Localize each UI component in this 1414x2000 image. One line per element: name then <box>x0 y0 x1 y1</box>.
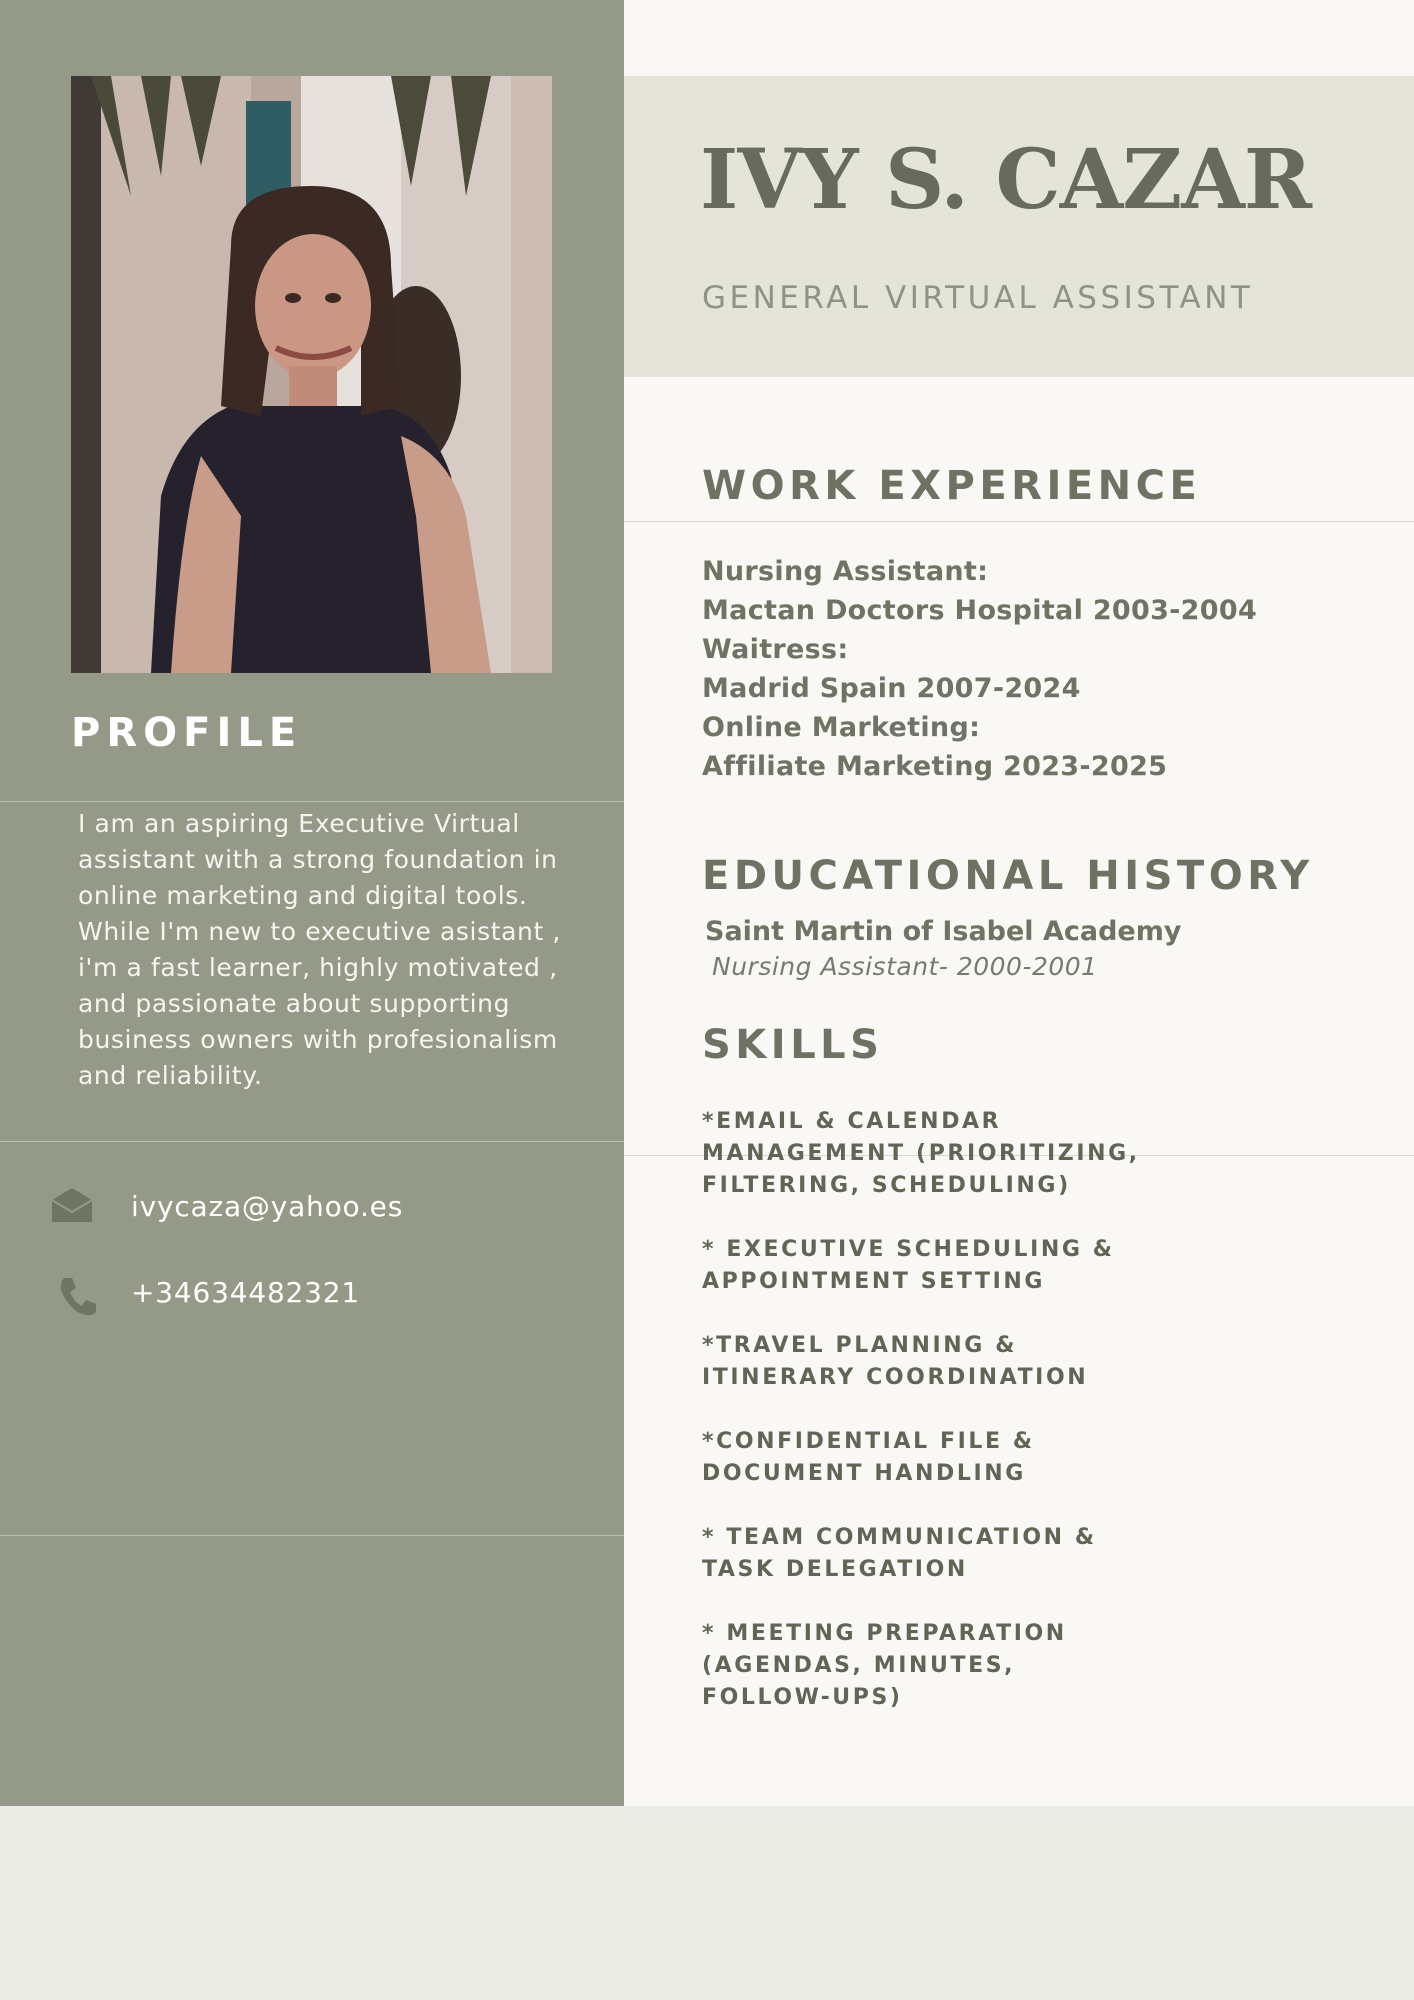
skills-list <box>702 1106 1140 1746</box>
profile-line: business owners with profesionalism <box>78 1025 558 1054</box>
work-line: Nursing Assistant: <box>702 556 989 587</box>
profile-heading: PROFILE <box>71 710 303 756</box>
phone-icon <box>56 1274 100 1318</box>
skill-line: *EMAIL & CALENDAR <box>702 1109 1002 1134</box>
profile-line: i'm a fast learner, highly motivated , <box>78 953 558 982</box>
divider <box>624 521 1414 522</box>
profile-line: and passionate about supporting <box>78 989 511 1018</box>
education-school: Saint Martin of Isabel Academy <box>705 916 1182 947</box>
candidate-name: IVY S. CAZAR <box>700 132 1311 228</box>
work-line: Waitress: <box>702 634 849 665</box>
email-link[interactable]: ivycaza@yahoo.es <box>131 1190 404 1223</box>
skill-line: * MEETING PREPARATION <box>702 1621 1067 1646</box>
education-detail: Nursing Assistant- 2000-2001 <box>712 952 1098 981</box>
work-line: Madrid Spain 2007-2024 <box>702 673 1081 704</box>
skill-line: *CONFIDENTIAL FILE & <box>702 1429 1035 1454</box>
skill-line: APPOINTMENT SETTING <box>702 1269 1046 1294</box>
skill-item <box>702 1618 1140 1714</box>
profile-line: assistant with a strong foundation in <box>78 845 558 874</box>
skill-line: (AGENDAS, MINUTES, <box>702 1653 1016 1678</box>
divider <box>0 1535 624 1536</box>
divider <box>0 1141 624 1142</box>
job-title: GENERAL VIRTUAL ASSISTANT <box>702 280 1254 316</box>
profile-line: While I'm new to executive asistant , <box>78 917 561 946</box>
skill-line: FILTERING, SCHEDULING) <box>702 1173 1071 1198</box>
skill-item <box>702 1426 1140 1490</box>
profile-text <box>78 806 598 1094</box>
work-line: Mactan Doctors Hospital 2003-2004 <box>702 595 1258 626</box>
skill-line: ITINERARY COORDINATION <box>702 1365 1089 1390</box>
profile-line: and reliability. <box>78 1061 263 1090</box>
skill-item <box>702 1330 1140 1394</box>
phone-link[interactable]: +34634482321 <box>131 1276 361 1309</box>
work-line: Online Marketing: <box>702 712 981 743</box>
skill-item <box>702 1106 1140 1202</box>
portrait-illustration <box>71 76 552 673</box>
skill-line: DOCUMENT HANDLING <box>702 1461 1026 1486</box>
skill-item <box>702 1522 1140 1586</box>
skill-line: TASK DELEGATION <box>702 1557 968 1582</box>
work-experience-list <box>702 552 1257 786</box>
skill-item <box>702 1234 1140 1298</box>
skills-heading: SKILLS <box>702 1022 884 1068</box>
divider <box>0 801 624 802</box>
profile-line: I am an aspiring Executive Virtual <box>78 809 520 838</box>
work-line: Affiliate Marketing 2023-2025 <box>702 751 1168 782</box>
skill-line: *TRAVEL PLANNING & <box>702 1333 1018 1358</box>
skill-line: * EXECUTIVE SCHEDULING & <box>702 1237 1115 1262</box>
envelope-icon <box>50 1184 94 1228</box>
profile-line: online marketing and digital tools. <box>78 881 528 910</box>
education-heading: EDUCATIONAL HISTORY <box>702 853 1314 899</box>
profile-photo <box>71 76 552 673</box>
work-experience-heading: WORK EXPERIENCE <box>702 463 1202 509</box>
skill-line: FOLLOW-UPS) <box>702 1685 903 1710</box>
skill-line: * TEAM COMMUNICATION & <box>702 1525 1097 1550</box>
skill-line: MANAGEMENT (PRIORITIZING, <box>702 1141 1140 1166</box>
